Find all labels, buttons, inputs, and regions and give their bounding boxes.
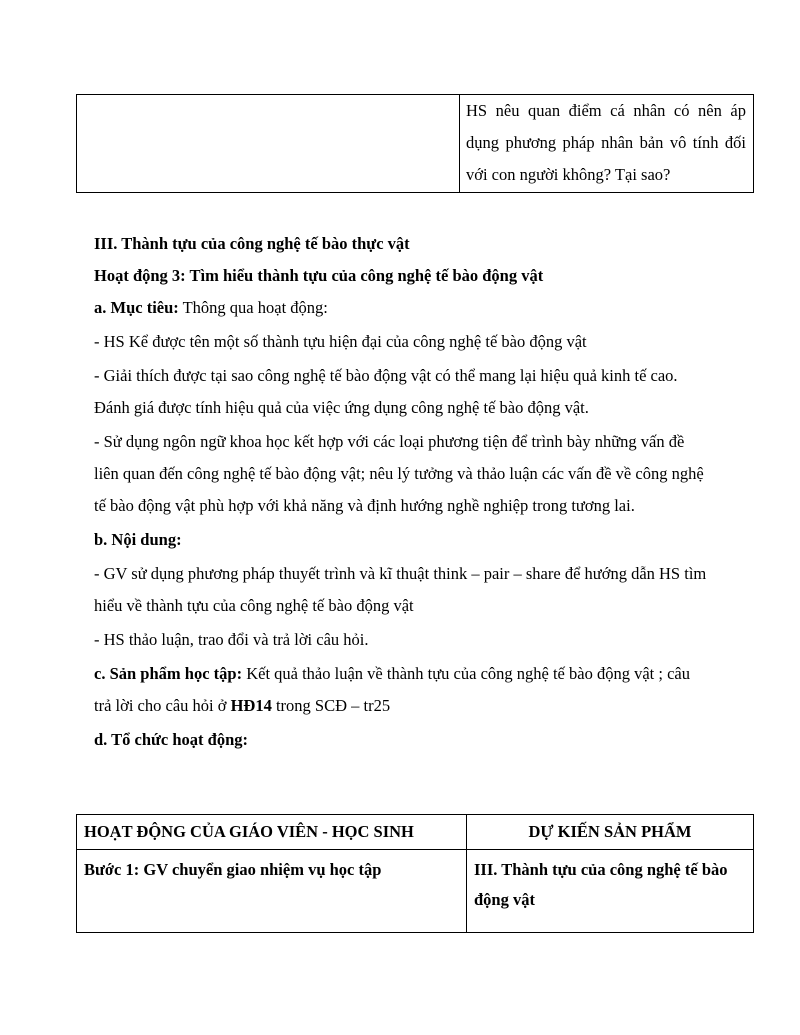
objective-item: - HS Kể được tên một số thành tựu hiện đại của công nghệ tế bào động vật [94,332,587,351]
objective-item: - Sử dụng ngôn ngữ khoa học kết hợp với các loại phương tiện để trình bày những vấn đề liên quan đến công nghệ tế bào động vật; nêu lý tưởng và thảo luận các vấn đề về công nghệ tế bào động vật phù hợp với khả năng và định hướng nghề nghiệp trong tương lai. [94,432,704,515]
section-heading: III. Thành tựu của công nghệ tế bào thực vật [94,234,410,253]
expected-product-cell: HS nêu quan điểm cá nhân có nên áp dụng phương pháp nhân bản vô tính đối với con người không? Tại sao? [460,95,754,193]
objective-text: Thông qua hoạt động: [178,298,328,317]
product-paragraph [94,658,710,722]
activity-heading: Hoạt động 3: Tìm hiểu thành tựu của công nghệ tế bào động vật [94,266,544,285]
continuation-table [76,94,754,193]
header-expected-product: DỰ KIẾN SẢN PHẨM [467,815,754,850]
content-heading: b. Nội dung: [94,530,182,549]
header-teacher-student: HOẠT ĐỘNG CỦA GIÁO VIÊN - HỌC SINH [77,815,467,850]
table-row [77,95,754,193]
table-header-row [77,815,754,850]
table-row [77,850,754,933]
product-cell: III. Thành tựu của công nghệ tế bào động vật [467,850,754,933]
content-item: - HS thảo luận, trao đổi và trả lời câu hỏi. [94,630,369,649]
organize-heading: d. Tổ chức hoạt động: [94,730,249,749]
objective-paragraph [94,292,710,324]
activity-reference: HĐ14 [230,696,272,715]
activity-table [76,814,754,933]
step-cell: Bước 1: GV chuyển giao nhiệm vụ học tập [77,850,467,933]
product-label: c. Sản phẩm học tập: [94,664,243,683]
content-item: - GV sử dụng phương pháp thuyết trình và kĩ thuật think – pair – share để hướng dẫn HS tìm hiểu về thành tựu của công nghệ tế bào động vật [94,564,707,615]
product-text-end: trong SCĐ – tr25 [271,696,391,715]
empty-cell [77,95,460,193]
objective-label: a. Mục tiêu: [94,298,179,317]
product-text: Kết quả thảo luận về thành tựu của công nghệ tế bào động vật ; câu trả lời cho câu hỏi ở [94,664,690,715]
lesson-body [94,228,710,756]
objective-item: - Giải thích được tại sao công nghệ tế bào động vật có thể mang lại hiệu quả kinh tế cao. Đánh giá được tính hiệu quả của việc ứng dụng công nghệ tế bào động vật. [94,366,678,417]
